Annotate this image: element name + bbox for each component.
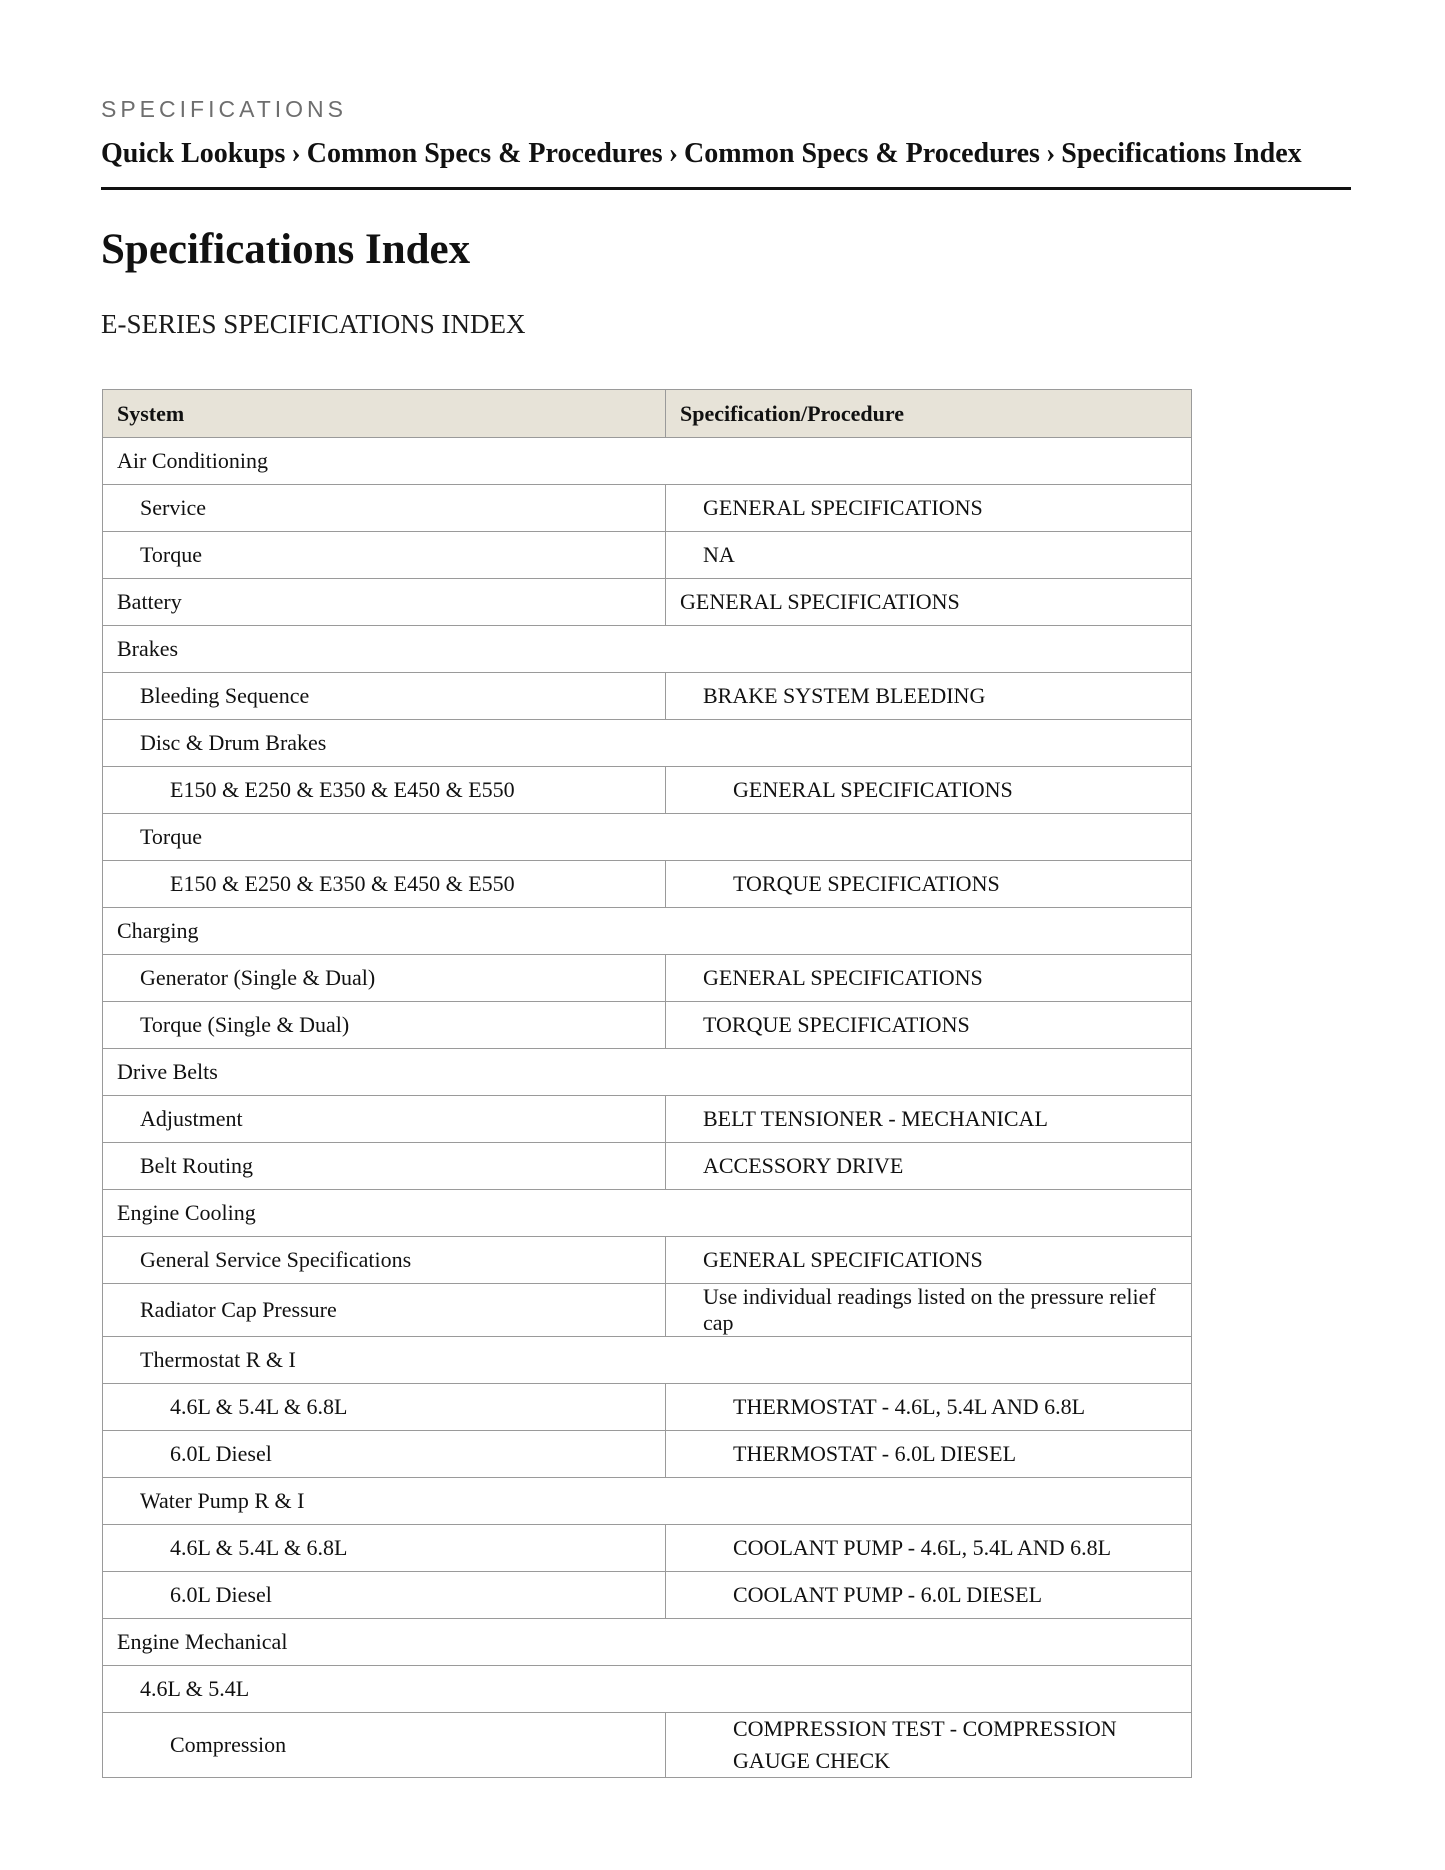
system-cell: Torque (Single & Dual) bbox=[103, 1002, 666, 1049]
system-cell: 4.6L & 5.4L & 6.8L bbox=[103, 1384, 666, 1431]
system-cell: Generator (Single & Dual) bbox=[103, 955, 666, 1002]
system-group-cell: Torque bbox=[103, 814, 1192, 861]
table-row bbox=[103, 1143, 1192, 1190]
table-header-row bbox=[103, 390, 1192, 438]
table-row bbox=[103, 1190, 1192, 1237]
column-header-spec: Specification/Procedure bbox=[666, 390, 1192, 438]
system-cell: Compression bbox=[103, 1713, 666, 1778]
system-group-cell: Brakes bbox=[103, 626, 1192, 673]
table-row bbox=[103, 1525, 1192, 1572]
spec-link-cell[interactable]: COOLANT PUMP - 6.0L DIESEL bbox=[666, 1572, 1192, 1619]
breadcrumb-separator: › bbox=[291, 138, 301, 169]
table-row bbox=[103, 1431, 1192, 1478]
spec-link-cell[interactable]: GENERAL SPECIFICATIONS bbox=[666, 955, 1192, 1002]
header-divider bbox=[101, 187, 1351, 190]
table-row bbox=[103, 532, 1192, 579]
breadcrumb-separator: › bbox=[1045, 138, 1056, 169]
spec-link-cell[interactable]: Use individual readings listed on the pressure relief cap bbox=[666, 1284, 1192, 1337]
system-cell: 6.0L Diesel bbox=[103, 1431, 666, 1478]
spec-link-cell[interactable]: THERMOSTAT - 6.0L DIESEL bbox=[666, 1431, 1192, 1478]
spec-link-cell[interactable]: GENERAL SPECIFICATIONS bbox=[666, 579, 1192, 626]
table-row bbox=[103, 1096, 1192, 1143]
spec-link-cell[interactable]: GENERAL SPECIFICATIONS bbox=[666, 1237, 1192, 1284]
spec-link-cell[interactable]: BELT TENSIONER - MECHANICAL bbox=[666, 1096, 1192, 1143]
system-group-cell: Charging bbox=[103, 908, 1192, 955]
table-row bbox=[103, 1572, 1192, 1619]
table-row bbox=[103, 1049, 1192, 1096]
system-cell: 4.6L & 5.4L & 6.8L bbox=[103, 1525, 666, 1572]
table-row bbox=[103, 814, 1192, 861]
breadcrumb-item[interactable]: Common Specs & Procedures bbox=[306, 138, 663, 169]
system-cell: Bleeding Sequence bbox=[103, 673, 666, 720]
table-row bbox=[103, 1284, 1192, 1337]
spec-link-cell[interactable]: BRAKE SYSTEM BLEEDING bbox=[666, 673, 1192, 720]
system-group-cell: Thermostat R & I bbox=[103, 1337, 1192, 1384]
table-row bbox=[103, 1384, 1192, 1431]
page-subtitle: E-SERIES SPECIFICATIONS INDEX bbox=[101, 309, 526, 339]
page-title: Specifications Index bbox=[101, 226, 471, 273]
specifications-table bbox=[102, 389, 1192, 1778]
system-cell: Torque bbox=[103, 532, 666, 579]
table-row bbox=[103, 1619, 1192, 1666]
breadcrumb-item-current: Specifications Index bbox=[1061, 138, 1302, 169]
spec-link-cell[interactable]: GENERAL SPECIFICATIONS bbox=[666, 767, 1192, 814]
breadcrumb-separator: › bbox=[668, 138, 679, 169]
table-row bbox=[103, 1713, 1192, 1778]
spec-link-cell[interactable]: COOLANT PUMP - 4.6L, 5.4L AND 6.8L bbox=[666, 1525, 1192, 1572]
table-row bbox=[103, 861, 1192, 908]
table-row bbox=[103, 673, 1192, 720]
system-group-cell: 4.6L & 5.4L bbox=[103, 1666, 1192, 1713]
table-row bbox=[103, 955, 1192, 1002]
system-group-cell: Drive Belts bbox=[103, 1049, 1192, 1096]
spec-link-cell[interactable]: TORQUE SPECIFICATIONS bbox=[666, 1002, 1192, 1049]
breadcrumb-item[interactable]: Quick Lookups bbox=[101, 138, 286, 169]
system-group-cell: Water Pump R & I bbox=[103, 1478, 1192, 1525]
breadcrumb-item[interactable]: Common Specs & Procedures bbox=[684, 138, 1040, 169]
system-cell: E150 & E250 & E350 & E450 & E550 bbox=[103, 767, 666, 814]
system-group-cell: Disc & Drum Brakes bbox=[103, 720, 1192, 767]
table-body bbox=[103, 438, 1192, 1778]
system-cell: 6.0L Diesel bbox=[103, 1572, 666, 1619]
system-cell: Battery bbox=[103, 579, 666, 626]
system-group-cell: Engine Cooling bbox=[103, 1190, 1192, 1237]
table-row bbox=[103, 579, 1192, 626]
system-group-cell: Air Conditioning bbox=[103, 438, 1192, 485]
spec-link-cell[interactable]: COMPRESSION TEST - COMPRESSION GAUGE CHECK bbox=[666, 1713, 1192, 1778]
section-kicker: SPECIFICATIONS bbox=[101, 96, 347, 122]
table-row bbox=[103, 1237, 1192, 1284]
spec-link-cell[interactable]: NA bbox=[666, 532, 1192, 579]
table-row bbox=[103, 908, 1192, 955]
table-row bbox=[103, 767, 1192, 814]
table-row bbox=[103, 626, 1192, 673]
column-header-system: System bbox=[103, 390, 666, 438]
breadcrumb bbox=[101, 138, 1302, 170]
system-cell: E150 & E250 & E350 & E450 & E550 bbox=[103, 861, 666, 908]
system-cell: Radiator Cap Pressure bbox=[103, 1284, 666, 1337]
spec-link-cell[interactable]: GENERAL SPECIFICATIONS bbox=[666, 485, 1192, 532]
system-cell: General Service Specifications bbox=[103, 1237, 666, 1284]
spec-link-cell[interactable]: ACCESSORY DRIVE bbox=[666, 1143, 1192, 1190]
system-cell: Service bbox=[103, 485, 666, 532]
table-row bbox=[103, 1666, 1192, 1713]
table-row bbox=[103, 1478, 1192, 1525]
system-cell: Belt Routing bbox=[103, 1143, 666, 1190]
table-row bbox=[103, 1337, 1192, 1384]
table-row bbox=[103, 485, 1192, 532]
spec-link-cell[interactable]: TORQUE SPECIFICATIONS bbox=[666, 861, 1192, 908]
spec-link-cell[interactable]: THERMOSTAT - 4.6L, 5.4L AND 6.8L bbox=[666, 1384, 1192, 1431]
system-group-cell: Engine Mechanical bbox=[103, 1619, 1192, 1666]
table-row bbox=[103, 438, 1192, 485]
system-cell: Adjustment bbox=[103, 1096, 666, 1143]
table-row bbox=[103, 1002, 1192, 1049]
table-row bbox=[103, 720, 1192, 767]
